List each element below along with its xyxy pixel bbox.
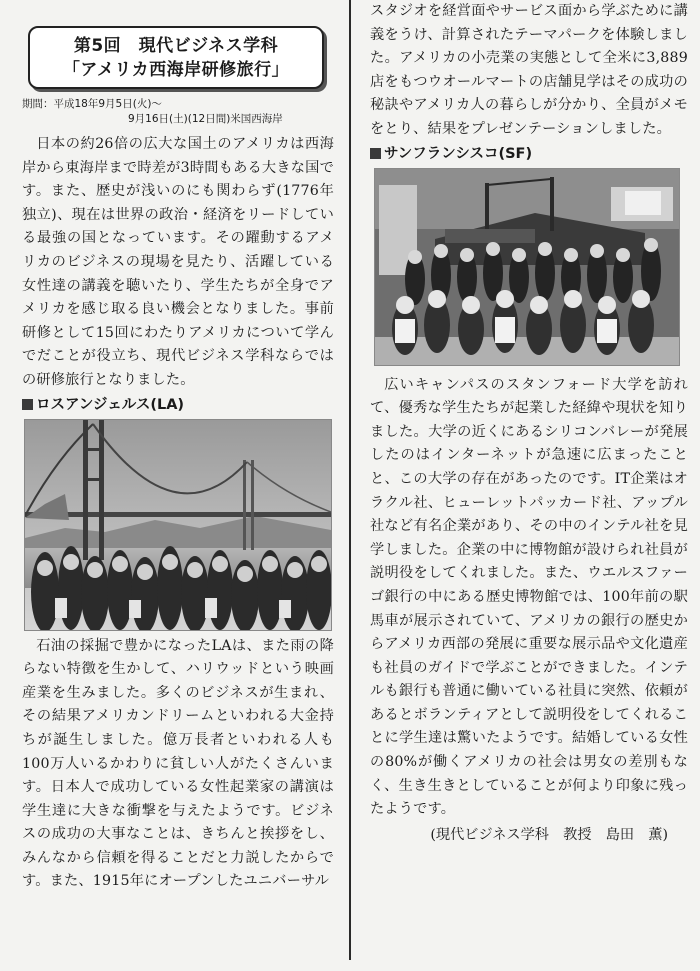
trip-period — [22, 97, 334, 127]
period-line-2: 9月16日(土)(12日間)米国西海岸 — [128, 113, 283, 125]
title-line-1: 第5回 現代ビジネス学科 — [73, 36, 279, 56]
author-credit: (現代ビジネス学科 教授 島田 薫) — [430, 826, 668, 843]
sf-paragraph: 広いキャンパスのスタンフォード大学を訪れて、優秀な学生たちが起業した経緯や現状を知りました。大学の近くにあるシリコンバレーが発展したのはインターネットが急速に広まったことと、この大学の存在があったのです。IT企業はオラクル社、ヒューレットパッカード社、アップル社など有名企業があり、その中のインテル社を見学しました。企業の中に博物館が設けられ社員が説明役をしてくれました。また、ウエルスファーゴ銀行の中にある歴史博物館では、100年前の駅馬車が展示されていて、アメリカの銀行の歴史からアメリカ西部の発展に重要な展示品や文化遺産も社員のガイドで学ぶことができました。インテルも銀行も普通に働いている社員に突然、依頼があるとボランティアとして説明役をしてくれることに学生達は驚いたようです。結婚している女性の80%が働くアメリカの社会は男女の差別もなく、生き生きとしていることが何より印象に残ったようです。 — [370, 376, 688, 818]
golden-gate-group-photo — [24, 419, 332, 631]
la-section-heading — [22, 395, 334, 415]
la-paragraph-continued: スタジオを経営面やサービス面から学ぶために講義をうけ、計算されたテーマパークを体験しました。アメリカの小売業の実態として全米に3,889店をもつウオールマートの店舗見学はその成功の秘訣やアメリカ人の暮らしが分かり、全員がメモをとり、結果をプレゼンテーションしました。 — [370, 3, 688, 137]
period-line-1: 期間：平成18年9月5日(火)～ — [22, 98, 162, 110]
museum-photo-illustration — [375, 169, 679, 365]
sf-heading-text: サンフランシスコ(SF) — [384, 145, 533, 162]
la-heading-text: ロスアンジェルス(LA) — [36, 396, 185, 413]
right-column — [370, 0, 688, 846]
column-divider — [349, 0, 351, 960]
square-bullet-icon — [370, 148, 381, 159]
left-column — [22, 26, 334, 894]
intro-paragraph: 日本の約26倍の広大な国土のアメリカは西海岸から東海岸まで時差が3時間もある大きな国です。また、歴史が浅いのにも関わらず(1776年独立)、現在は世界の政治・経済をリードしている最強の国となっています。その躍動するアメリカのビジネスの現場を見たり、活躍している女性達の講義を聴いたり、学生たちが全身でアメリカを感じ取る良い機会となりました。事前研修として15回にわたりアメリカについて学んでだことが役立ち、現代ビジネス学科ならではの研修旅行となりました。 — [22, 136, 334, 388]
title-line-2: 「アメリカ西海岸研修旅行」 — [62, 60, 290, 80]
la-paragraph: 石油の採掘で豊かになったLAは、また雨の降らない特徴を生かして、ハリウッドという映画産業を生みました。多くのビジネスが生まれ、その結果アメリカンドリームといわれる大金持ちが誕生しました。億万長者といわれる人も100万人いるかわりに貧しい人がたくさんいます。日本人で成功している女性起業家の講演は学生達に大きな衝撃を与えたようです。ビジネスの成功の大事なことは、きちんと挨拶をし、みんなから信頼を得ることだと力説したからです。また、1915年にオープンしたユニバーサル — [22, 637, 334, 890]
sf-section-heading — [370, 144, 688, 164]
golden-gate-photo-illustration — [25, 420, 331, 630]
title-box — [28, 26, 324, 89]
museum-group-photo — [374, 168, 680, 366]
square-bullet-icon — [22, 399, 33, 410]
